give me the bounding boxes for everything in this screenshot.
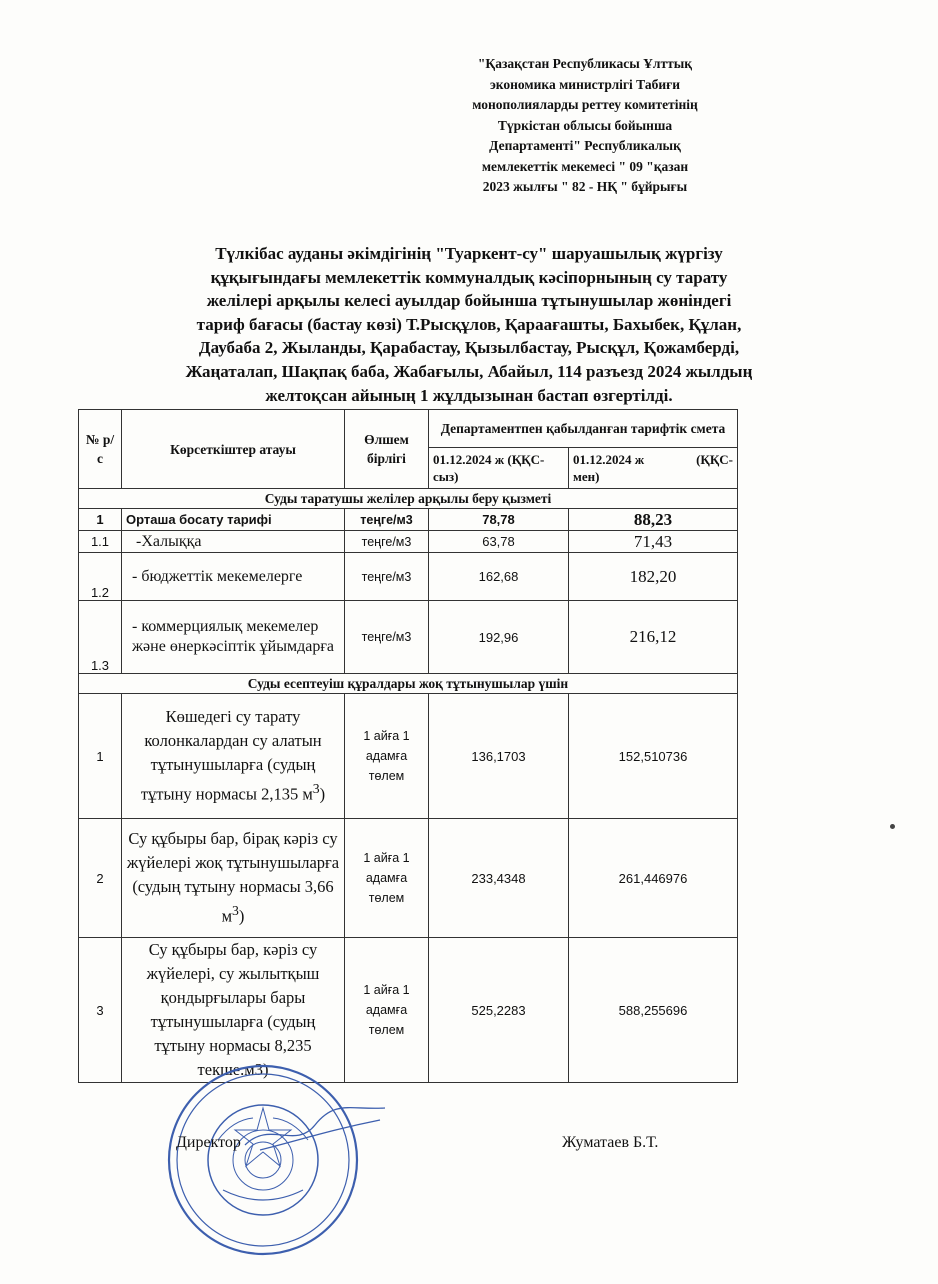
official-seal-icon [163, 1060, 363, 1260]
title-line: тариф бағасы (бастау көзі) Т.Рысқұлов, Қараағашты, Бахыбек, Құлан, [196, 314, 742, 334]
with-vat-date: 01.12.2024 ж [573, 452, 645, 467]
header-line: "Қазақстан Республикасы Ұлттық [477, 56, 693, 71]
row-value-with-vat: 152,510736 [569, 694, 738, 819]
title-line: құқығындағы мемлекеттік коммуналдық кәсіпорнының су тарату [210, 267, 728, 287]
row-number: 1.2 [79, 553, 122, 601]
row-unit: 1 айға 1 адамға төлем [345, 694, 429, 819]
row-number: 1 [79, 694, 122, 819]
with-vat-tail: мен) [573, 469, 600, 484]
col-header-number: № р/с [79, 410, 122, 489]
row-number: 1.1 [79, 531, 122, 553]
title-line: желілері арқылы келесі ауылдар бойынша тұтынушылар жөніндегі [206, 291, 732, 311]
row-name-text: Су құбыры бар, кәріз су жүйелері, су жылытқыш қондырғылары бары тұтынушыларға (судың тұтыну нормасы 8,235 текше.м3) [146, 940, 320, 1079]
row-number: 3 [79, 938, 122, 1083]
with-vat-label: (ҚҚС- [696, 452, 733, 467]
col-header-unit: Өлшем бірлігі [345, 410, 429, 489]
table-row [79, 694, 738, 819]
col-header-name: Көрсеткіштер атауы [122, 410, 345, 489]
row-number: 1.3 [79, 601, 122, 674]
row-name-sup: 3 [232, 903, 239, 919]
row-unit: теңге/м3 [345, 553, 429, 601]
row-name-text: Су құбыры бар, бірақ кәріз су жүйелері жоқ тұтынушыларға (судың тұтыну нормасы 3,66 м [126, 829, 340, 926]
row-value-without-vat: 233,4348 [429, 819, 569, 938]
row-value-without-vat: 78,78 [429, 509, 569, 531]
scan-speck [890, 824, 895, 829]
title-line: Даубаба 2, Жыланды, Қарабастау, Қызылбастау, Рысқұл, Қожамберді, [198, 338, 740, 358]
section-title: Суды таратушы желілер арқылы беру қызметі [79, 489, 738, 509]
signatory-name: Жуматаев Б.Т. [562, 1134, 659, 1151]
document-title [98, 242, 840, 407]
row-value-without-vat: 192,96 [429, 601, 569, 674]
row-unit: теңге/м3 [345, 601, 429, 674]
row-name: - коммерциялық мекемелер және өнеркәсіптік ұйымдарға [122, 601, 345, 674]
row-unit: 1 айға 1 адамға төлем [345, 938, 429, 1083]
row-name: -Халыққа [122, 531, 345, 553]
row-number: 2 [79, 819, 122, 938]
col-header-with-vat [569, 448, 738, 489]
col-header-without-vat: 01.12.2024 ж (ҚҚС- сыз) [429, 448, 569, 489]
header-line: монополияларды реттеу комитетінің [472, 97, 698, 112]
table-row [79, 601, 738, 674]
row-value-without-vat: 63,78 [429, 531, 569, 553]
header-line: Департаменті" Республикалық [489, 138, 681, 153]
row-unit: теңге/м3 [345, 509, 429, 531]
row-unit: 1 айға 1 адамға төлем [345, 819, 429, 938]
row-name-tail: ) [319, 784, 326, 804]
table-row [79, 553, 738, 601]
row-number: 1 [79, 509, 122, 531]
row-value-with-vat: 588,255696 [569, 938, 738, 1083]
row-name [122, 819, 345, 938]
table-row [79, 819, 738, 938]
row-value-with-vat: 88,23 [569, 509, 738, 531]
tariff-table [78, 409, 738, 1083]
table-row [79, 531, 738, 553]
row-name-tail: ) [238, 906, 245, 926]
row-value-without-vat: 525,2283 [429, 938, 569, 1083]
signature-scribble-icon [240, 1100, 390, 1160]
row-value-without-vat: 162,68 [429, 553, 569, 601]
row-value-with-vat: 71,43 [569, 531, 738, 553]
header-line: Түркістан облысы бойынша [497, 117, 673, 133]
row-value-with-vat: 216,12 [569, 601, 738, 674]
row-value-with-vat: 261,446976 [569, 819, 738, 938]
col-header-dept: Департаментпен қабылданған тарифтік смета [429, 410, 738, 448]
row-name-sup: 3 [312, 781, 320, 797]
section-title: Суды есептеуіш құралдары жоқ тұтынушылар үшін [79, 674, 738, 694]
table-row [79, 509, 738, 531]
row-name: - бюджеттік мекемелерге [122, 553, 345, 601]
header-line: 2023 жылғы " 82 - НҚ " бұйрығы [482, 179, 688, 194]
signatory-position: Директор [176, 1134, 241, 1151]
title-line: Түлкібас ауданы әкімдігінің "Туаркент-су" шаруашылық жүргізу [215, 244, 723, 263]
row-value-without-vat: 136,1703 [429, 694, 569, 819]
row-value-with-vat: 182,20 [569, 553, 738, 601]
title-line: желтоқсан айының 1 жұлдызынан бастап өзгертілді. [265, 385, 673, 405]
row-name: Орташа босату тарифі [122, 509, 345, 531]
header-line: экономика министрлігі Табиғи [489, 76, 681, 92]
row-name-text: Көшедегі су тарату колонкалардан су алатын тұтынушыларға (судың тұтыну нормасы 2,135 м [140, 707, 322, 804]
row-unit: теңге/м3 [345, 531, 429, 553]
header-line: мемлекеттік мекемесі " 09 "қазан [481, 158, 689, 174]
order-reference-header [420, 54, 750, 198]
row-name [122, 694, 345, 819]
title-line: Жаңаталап, Шақпақ баба, Жабағылы, Абайыл, 114 разъезд 2024 жылдың [185, 361, 753, 381]
